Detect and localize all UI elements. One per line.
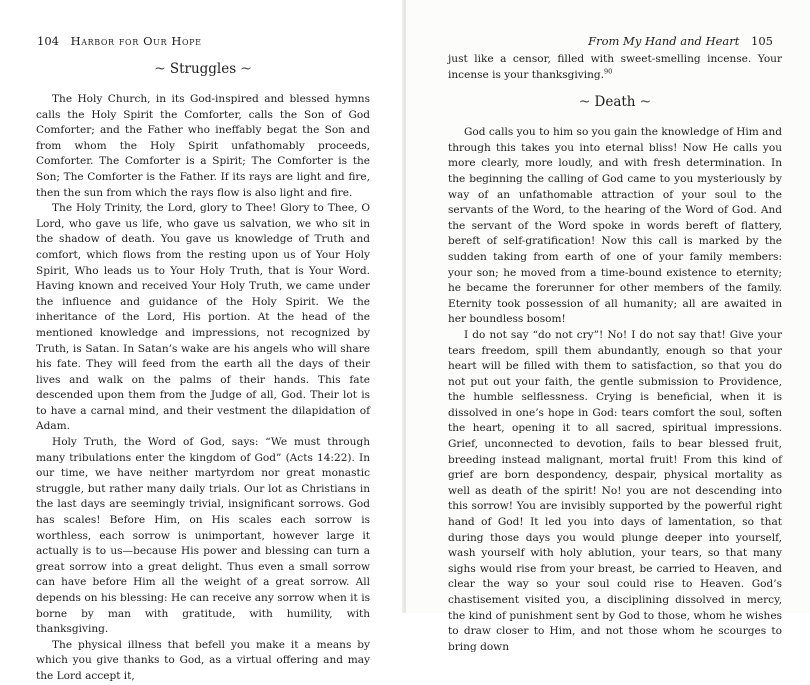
- continued-text: just like a censor, filled with sweet-smelling incense. Your incense is your thanksgiving.: [448, 53, 782, 81]
- left-page: [0, 0, 404, 682]
- left-page-body: [36, 60, 370, 685]
- left-running-head: Harbor for Our Hope: [70, 34, 202, 48]
- footnote-reference: 90: [604, 67, 613, 76]
- right-page-body: [448, 52, 782, 655]
- right-page-header: [588, 34, 773, 48]
- paragraph: The physical illness that befell you make it a means by which you give thanks to God, as a virtual offering and may the Lord accept it,: [36, 638, 370, 682]
- paragraph: I do not say “do not cry”! No! I do not say that! Give your tears freedom, spill them abundantly, enough so that your heart will be filled with them to satisfaction, so that you do not put out your faith, the gentle submission to Providence, the humble selflessness. Crying is beneficial, when it is dissolved in one’s hope in God: tears comfort the soul, soften the heart, opening it to all sacred, spiritual impressions. Grief, unconnected to devotion, fails to bear blessed fruit, breeding instead malignant, mortal fruit! From this kind of grief are born despondency, despair, physical mortality as well as death of the spirit! No! you are not descending into this sorrow! You are invisibly supported by the powerful right hand of God! It led you into days of lamentation, so that during those days you would plunge deeper into yourself, wash yourself with holy ablution, your tears, so that many sighs would rise from your breast, be carried to Heaven, and clear the way so your soul could rise to Heaven. God’s chastisement visited you, a disciplining dissolved in mercy, the kind of punishment sent by God to those, whom he wishes to draw closer to Him, and not those whom he scourges to bring down: [448, 328, 782, 653]
- section-title: Struggles: [169, 61, 237, 77]
- right-page: [406, 0, 810, 653]
- section-heading-death: [448, 93, 782, 111]
- paragraph: The Holy Trinity, the Lord, glory to Thee! Glory to Thee, O Lord, who gave us life, who gave us salvation, we who sit in the shadow of death. You gave us knowledge of Truth and comfort, which flows from the resting upon us of Your Holy Spirit, Who leads us to Your Holy Truth, that is Your Word. Having known and received Your Holy Truth, we came under the influence and guidance of the Holy Spirit. We the inheritance of the Lord, His portion. At the head of the mentioned knowledge and impressions, not recognized by Truth, is Satan. In Satan’s wake are his angels who will share his fate. They will feed from the earth all the days of their lives and walk on the palms of their hands. This fate descended upon them from the Judge of all, God. Their lot is to have a carnal mind, and their vestment the dilapidation of Adam.: [36, 202, 370, 433]
- section-heading-struggles: [36, 60, 370, 78]
- right-running-head: From My Hand and Heart: [588, 34, 740, 48]
- right-page-number: 105: [751, 34, 773, 48]
- left-page-number: 104: [37, 34, 59, 48]
- swash-ornament-icon: ~: [154, 61, 166, 77]
- left-page-header: [37, 34, 202, 48]
- swash-ornament-icon: ~: [578, 94, 591, 111]
- continued-paragraph: [448, 52, 782, 83]
- paragraph: Holy Truth, the Word of God, says: “We must through many tribulations enter the kingdom of God” (Acts 14:22). In our time, we have neither martyrdom nor great monastic struggle, but rather many daily trials. Our lot as Christians in the last days are seemingly trivial, insignificant sorrows. God has scales! Before Him, on His scales each sorrow is worthless, each sorrow is unimportant, however large it actually is to us—because His power and blessing can turn a great sorrow into a great delight. Thus even a small sorrow can have before Him all the weight of a great sorrow. All depends on his blessing: He can receive any sorrow when it is borne by man with gratitude, with humility, with thanksgiving.: [36, 436, 370, 636]
- swash-ornament-icon: ~: [240, 61, 252, 77]
- paragraph: The Holy Church, in its God-inspired and blessed hymns calls the Holy Spirit the Comforter, calls the Son of God Comforter; and the Father who ineffably begat the Son and from whom the Holy Spirit unfathomably proceeds, Comforter. The Comforter is a Spirit; The Comforter is the Son; The Comforter is the Father. If its rays are light and fire, then the sun from which the rays flow is also light and fire.: [36, 93, 370, 199]
- paragraph: God calls you to him so you gain the knowledge of Him and through this takes you into eternal bliss! Now He calls you more clearly, more loudly, and with fresh determination. In the beginning the calling of God came to you mysteriously by way of an unfathomable attraction of your soul to the servants of the Word, to the hearing of the Word of God. And the servant of the Word spoke in words bereft of flattery, bereft of self-gratification! Now this call is marked by the sudden taking from earth of one of your family members: your son; he moved from a time-bound existence to eternity; he became the forerunner for other members of the family. Eternity took possession of all humanity; all are awaited in her boundless bosom!: [448, 126, 782, 326]
- section-title: Death: [594, 94, 636, 111]
- swash-ornament-icon: ~: [639, 94, 652, 111]
